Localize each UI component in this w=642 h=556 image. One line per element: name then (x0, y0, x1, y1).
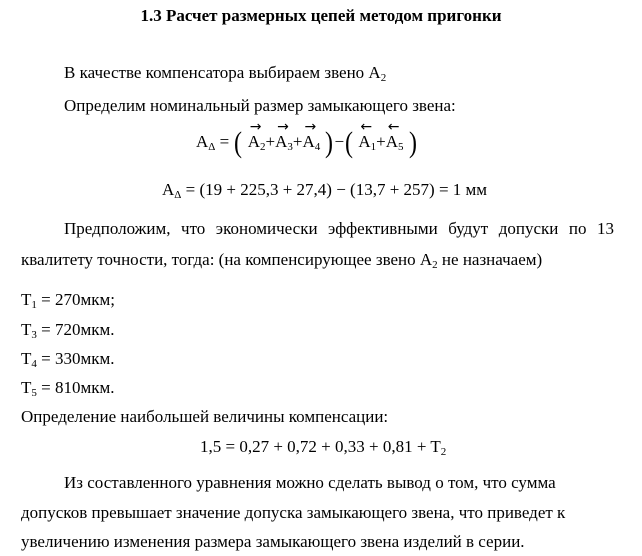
eq1-paren-open-1: ( (234, 126, 243, 159)
eq1-term-a4: → $A_4$ (302, 132, 320, 153)
section-title: 1.3 Расчет размерных цепей методом пригонки (140, 6, 502, 25)
eq1-term-a2: → $A_2$ (248, 132, 266, 153)
eq1-term-a1: ← $A_1$ (358, 132, 376, 153)
paragraph-nominal: Определим номинальный размер замыкающего звена: (64, 96, 456, 115)
eq1-equals: = (219, 131, 230, 151)
tolerance-t3: $T_3 = 720мкм$. (21, 320, 115, 341)
eq2-rhs: = (19 + 225,3 + 27,4) − (13,7 + 257) = 1 мм (185, 180, 488, 199)
paragraph-conclusion-line3: увеличению изменения размера замыкающего звена изделий в серии. (21, 532, 525, 551)
eq1-minus: − (334, 131, 345, 151)
tolerance-t4: $T_4 = 330мкм$. (21, 349, 115, 370)
eq1-paren-close-1: ) (325, 126, 334, 159)
paragraph-assumption-line1: Предположим, что экономически эффективными будут допуски по 13 (64, 219, 614, 238)
paragraph-compensator (64, 63, 386, 84)
eq1-lhs: $A_\Delta$ (196, 131, 216, 153)
paragraph-compensator-text: В качестве компенсатора выбираем звено А (64, 63, 381, 82)
paragraph-conclusion-line2: допусков превышает значение допуска замыкающего звена, что приведет к (21, 503, 566, 522)
tolerance-t5: $T_5 = 810мкм$. (21, 378, 115, 399)
paragraph-conclusion-line1: Из составленного уравнения можно сделать вывод о том, что сумма (64, 473, 556, 492)
paragraph-compensation: Определение наибольшей величины компенсации: (21, 407, 389, 426)
equation-nominal-value: $A_\Delta = (19 + 225,3 + 27,4) - (13,7 + 257) = 1$ мм (162, 180, 488, 201)
paragraph-assumption-line2: квалитету точности, тогда: (на компенсирующее звено $А_2$ не назначаем) (21, 250, 543, 271)
paragraph-compensator-sub: 2 (380, 72, 387, 84)
eq1-term-a5: ← $A_5$ (386, 132, 404, 153)
equation-compensation: $1,5 = 0,27 + 0,72 + 0,33 + 0,81 + T_2$ (200, 437, 447, 458)
eq1-paren-open-2: ( (345, 126, 354, 159)
equation-nominal: $A_\Delta$ = ( → $A_2+\to A_3+\to A_4$ )−( ← $A_1+\leftarrow$ $A_5$ ) (196, 128, 418, 158)
eq1-paren-close-2: ) (408, 126, 417, 159)
tolerance-t1: $T_1 = 270мкм$; (21, 290, 115, 311)
eq1-term-a3: → $A_3$ (275, 132, 293, 153)
